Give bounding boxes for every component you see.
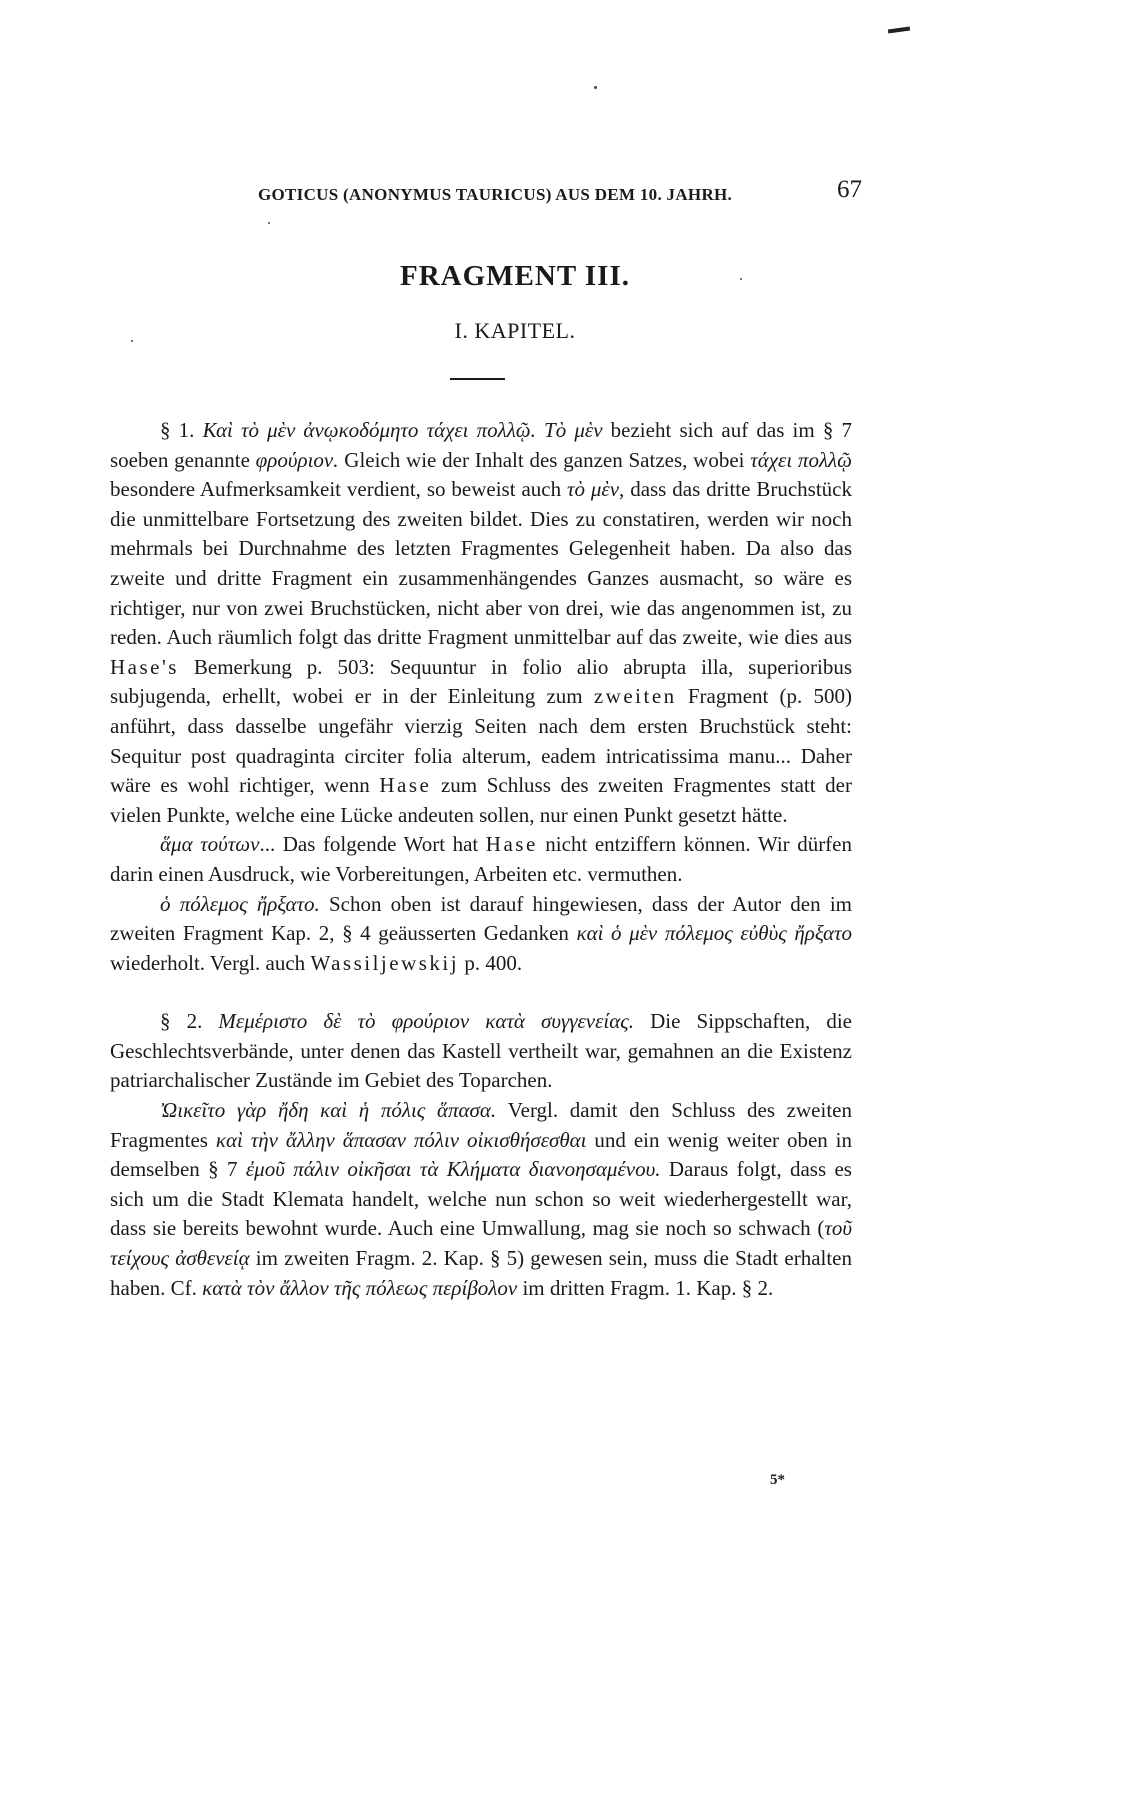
- paragraph-3: ὁ πόλεμος ἤρξατο. Schon oben ist darauf hingewiesen, dass der Autor den im zweiten Fragment Kap. 2, § 4 geäusserten Gedanken καὶ ὁ μὲν πόλεμος εὐθὺς ἤρξατο wiederholt. Vergl. auch Wassiljewskij p. 400.: [110, 891, 852, 975]
- main-text: [110, 416, 852, 1303]
- running-head: GOTICUS (ANONYMUS TAURICUS) AUS DEM 10. JAHRH.: [258, 185, 733, 204]
- ink-speck: [594, 86, 597, 89]
- chapter-heading: I. KAPITEL.: [454, 318, 576, 343]
- paragraph-1: § 1. Καὶ τὸ μὲν ἀνῳκοδόμητο τάχει πολλῷ. Τὸ μὲν bezieht sich auf das im § 7 soeben genannte φρούριον. Gleich wie der Inhalt des ganzen Satzes, wobei τάχει πολλῷ besondere Aufmerksamkeit verdient, so beweist auch τὸ μὲν, dass das dritte Bruchstück die unmittelbare Fortsetzung des zweiten bildet. Dies zu constatiren, werden wir noch mehrmals bei Durchnahme des letzten Fragmentes Gelegenheit haben. Da also das zweite und dritte Fragment ein zusammenhängendes Ganzes ausmacht, so wäre es richtiger, nur von zwei Bruchstücken, nicht aber von drei, wie das angenommen ist, zu reden. Auch räumlich folgt das dritte Fragment unmittelbar auf das zweite, wie dies aus Hase's Bemerkung p. 503: Sequuntur in folio alio abrupta illa, superioribus subjugenda, erhellt, wobei er in der Einleitung zum zweiten Fragment (p. 500) anführt, dass dasselbe ungefähr vierzig Seiten nach dem ersten Bruchstück steht: Sequitur post quadraginta circiter folia alterum, eadem intricatissima manu... Daher wäre es wohl richtiger, wenn Hase zum Schluss des zweiten Fragmentes statt der vielen Punkte, welche eine Lücke andeuten sollen, nur einen Punkt gesetzt hätte.: [110, 418, 853, 827]
- paragraph-5: Ὠικεῖτο γὰρ ἤδη καὶ ἡ πόλις ἅπασα. Vergl. damit den Schluss des zweiten Fragmentes καὶ τὴν ἄλλην ἅπασαν πόλιν οἰκισθήσεσθαι und ein wenig weiter oben in demselben § 7 ἐμοῦ πάλιν οἰκῆσαι τὰ Κλήματα διανοησαμένου. Daraus folgt, dass es sich um die Stadt Klemata handelt, welche nun schon so weit wiederhergestellt war, dass sie bereits bewohnt wurde. Auch eine Umwallung, mag sie noch so schwach (τοῦ τείχους ἀσθενείᾳ im zweiten Fragm. 2. Kap. § 5) gewesen sein, muss die Stadt erhalten haben. Cf. κατὰ τὸν ἄλλον τῆς πόλεως περίβολον im dritten Fragm. 1. Kap. § 2.: [110, 1098, 852, 1300]
- signature-mark: 5*: [770, 1472, 785, 1488]
- ink-mark: [888, 26, 910, 33]
- ink-speck: [268, 222, 270, 224]
- paragraph-2: ἅμα τούτων... Das folgende Wort hat Hase nicht entziffern können. Wir dürfen darin einen Ausdruck, wie Vorbereitungen, Arbeiten etc. vermuthen.: [110, 832, 852, 886]
- divider: [450, 378, 505, 380]
- page-number: 67: [837, 176, 862, 203]
- paragraph-4: § 2. Μεμέριστο δὲ τὸ φρούριον κατὰ συγγενείας. Die Sippschaften, die Geschlechtsverbände, unter denen das Kastell vertheilt war, gemahnen an die Existenz patriarchalischer Zustände im Gebiet des Toparchen.: [110, 1009, 852, 1093]
- page-title: FRAGMENT III.: [400, 260, 630, 292]
